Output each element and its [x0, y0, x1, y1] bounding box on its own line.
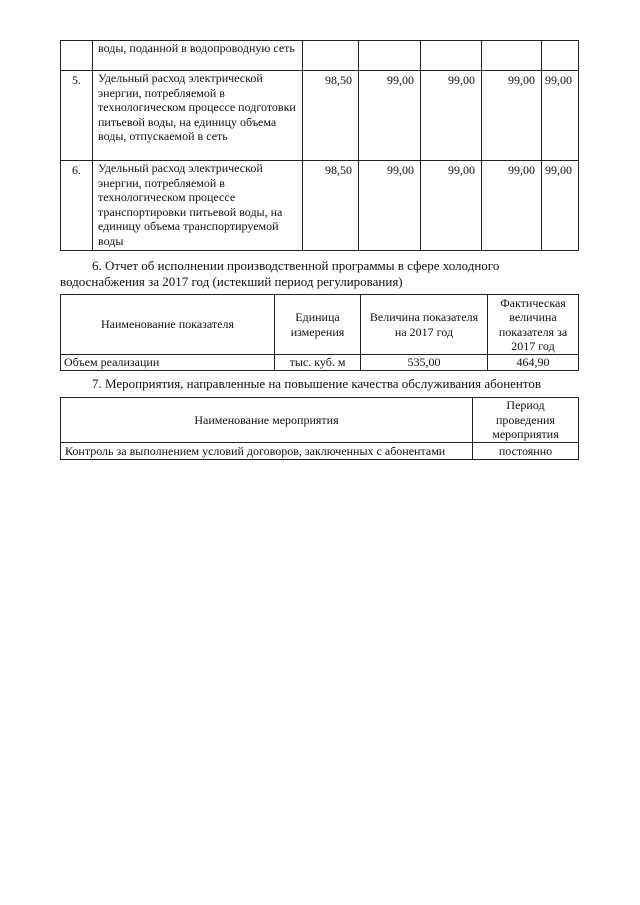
column-header: Величина показателя на 2017 год: [361, 295, 488, 355]
value-cell: 99,00: [421, 161, 482, 251]
row-number: 6.: [61, 161, 93, 251]
measures-table: [60, 397, 579, 460]
table-row: [61, 442, 579, 460]
table-row: [61, 161, 579, 251]
value-cell: 99,00: [542, 71, 579, 161]
table-header-row: [61, 398, 579, 443]
indicator-name: Удельный расход электрической энергии, потребляемой в технологическом процессе транспортировки питьевой воды, на единицу объема транспортируемой воды: [93, 161, 303, 251]
column-header: Период проведения мероприятия: [473, 398, 579, 443]
value-cell: [482, 41, 542, 71]
table-row: [61, 71, 579, 161]
period-cell: постоянно: [473, 442, 579, 460]
value-cell: 99,00: [542, 161, 579, 251]
value-cell: 98,50: [303, 161, 359, 251]
value-cell: [542, 41, 579, 71]
table-row: [61, 355, 579, 371]
section-7-heading: 7. Мероприятия, направленные на повышение качества обслуживания абонентов: [92, 376, 542, 391]
section-6-heading: 6. Отчет об исполнении производственной программы в сфере холодного водоснабжения за 2017 год (истекший период регулирования): [60, 258, 500, 289]
row-number: 5.: [61, 71, 93, 161]
value-cell: 99,00: [359, 71, 421, 161]
report-table: [60, 294, 579, 371]
column-header: Наименование показателя: [61, 295, 275, 355]
value-cell: 99,00: [482, 71, 542, 161]
column-header: Наименование мероприятия: [61, 398, 473, 443]
value-cell: 99,00: [421, 71, 482, 161]
fact-value-cell: 464,90: [488, 355, 579, 371]
measure-name: Контроль за выполнением условий договоров, заключенных с абонентами: [61, 442, 473, 460]
value-cell: 98,50: [303, 71, 359, 161]
row-number: [61, 41, 93, 71]
indicators-table: [60, 40, 579, 251]
table-row: [61, 41, 579, 71]
value-cell: 99,00: [359, 161, 421, 251]
unit-cell: тыс. куб. м: [275, 355, 361, 371]
plan-value-cell: 535,00: [361, 355, 488, 371]
value-cell: [359, 41, 421, 71]
value-cell: [303, 41, 359, 71]
column-header: Единица измерения: [275, 295, 361, 355]
table-header-row: [61, 295, 579, 355]
indicator-name: воды, поданной в водопроводную сеть: [93, 41, 303, 71]
column-header: Фактическая величина показателя за 2017 год: [488, 295, 579, 355]
value-cell: [421, 41, 482, 71]
value-cell: 99,00: [482, 161, 542, 251]
indicator-name: Удельный расход электрической энергии, потребляемой в технологическом процессе подготовки питьевой воды, на единицу объема воды, отпускаемой в сеть: [93, 71, 303, 161]
indicator-name: Объем реализации: [61, 355, 275, 371]
